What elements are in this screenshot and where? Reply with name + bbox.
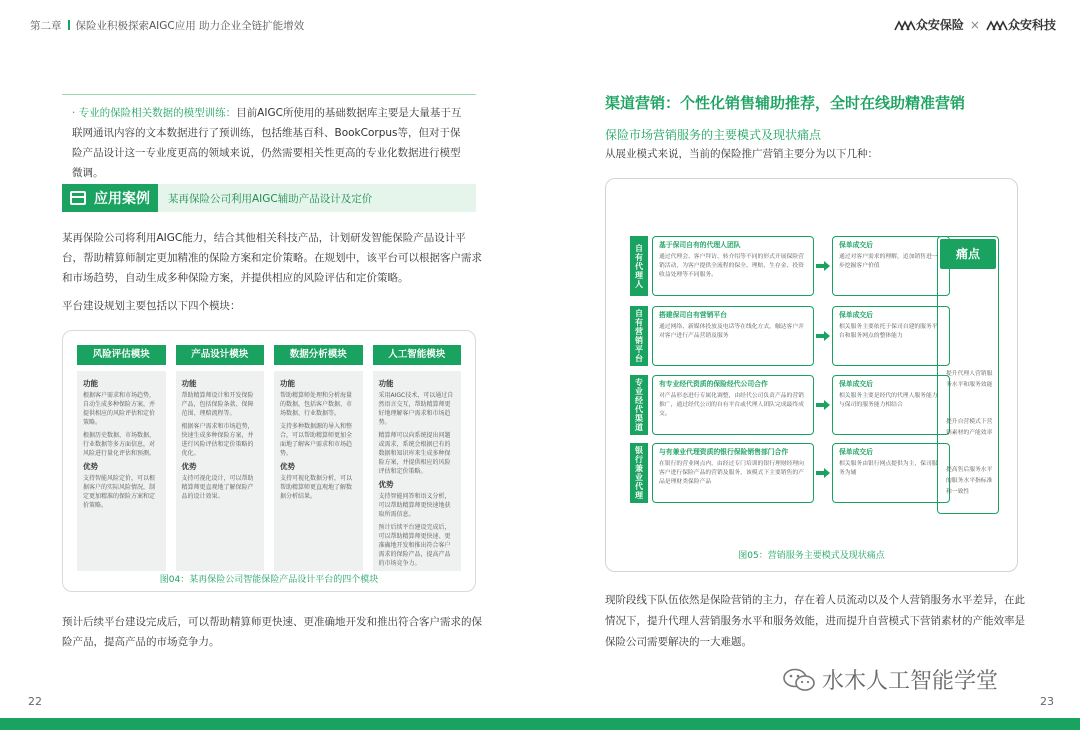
after-sale-heading: 保单成交后 — [839, 241, 873, 249]
page-number-left: 22 — [28, 695, 42, 708]
module-title: 人工智能模块 — [373, 345, 462, 365]
channel-text: 在银行的营业网点内，由经过专门培训的银行理财经理向客户进行保险产品的营销及服务，该模式下主要销售的产品是理财类保险产品 — [659, 461, 804, 485]
after-sale-text: 通过对客户需求的理解，追加销售进一步挖掘客户价值 — [839, 254, 938, 269]
after-sale-text: 相关服务由银行网点提供为主，保司服务为辅 — [839, 461, 938, 476]
module-function-item: 采用AIGC技术，可以通过自然语言交互，帮助精算师更好地理解客户需求和市场趋势。 — [378, 392, 454, 426]
pain-point-2: 提升自营模式下营销素材的产能效率 — [946, 419, 993, 436]
channel-heading: 基于保司自有的代理人团队 — [659, 241, 741, 249]
chapter-number: 第二章 — [30, 20, 62, 32]
chapter-divider — [68, 20, 70, 30]
arrow-right-icon — [816, 330, 830, 342]
channel-description — [652, 236, 814, 296]
wechat-icon — [782, 668, 816, 692]
pain-points-title: 痛点 — [940, 239, 996, 269]
module-advantage-item: 支持可视化数据分析，可以帮助精算师更直观地了解数据分析结果。 — [280, 475, 353, 500]
channel-heading: 有专业经代资质的保险经代公司合作 — [659, 380, 768, 388]
watermark: 水木人工智能学堂 — [782, 664, 998, 695]
case-tag: 应用案例 — [62, 184, 158, 212]
quote-lead: · 专业的保险相关数据的模型训练： — [72, 107, 237, 119]
chapter-title: 保险业积极探索AIGC应用 助力企业全链扩能增效 — [75, 20, 305, 32]
channel-description — [652, 306, 814, 366]
paragraph-conclusion: 预计后续平台建设完成后，可以帮助精算师更快速、更准确地开发和推出符合客户需求的保险产品，提高产品的市场竞争力。 — [62, 616, 482, 648]
module-advantage-item: 预计后续平台建设完成后，可以帮助精算师更快速、更准确地开发和推出符合客户需求的保险产品，提高产品的市场竞争力。 — [378, 524, 451, 567]
module-advantage-item: 支持可视化设计，可以帮助精算师更直观地了解保险产品的设计效果。 — [181, 475, 254, 500]
channel-description — [652, 375, 814, 435]
marketing-flow-figure — [605, 178, 1018, 572]
module-body — [77, 371, 166, 571]
after-sale-heading: 保单成交后 — [839, 311, 873, 319]
module-function-item: 帮助精算师处理和分析海量的数据，包括客户数据、市场数据、行业数据等。 — [280, 392, 353, 417]
channel-description — [652, 443, 814, 503]
channel-label: 专业经代渠道 — [630, 375, 648, 435]
module-title: 产品设计模块 — [176, 345, 265, 365]
page-header — [30, 14, 1056, 34]
module-function-item: 精算师可以向系统提出问题或需求，系统会根据已有的数据和知识库来生成多种保险方案，并提供相应的风险评估和定价策略。 — [378, 432, 451, 475]
arrow-right-icon — [816, 399, 830, 411]
bottom-accent-bar — [0, 718, 1080, 730]
module-function-label: 功能 — [378, 379, 394, 388]
after-sale-text: 相关服务主要依托于保司自建的服务平台和服务网点的整体能力 — [839, 324, 938, 339]
zhongan-insurance-logo: 众安保险 — [894, 16, 964, 33]
section-title: 渠道营销：个性化销售辅助推荐，全时在线助精准营销 — [605, 94, 966, 112]
paragraph-right-body: 现阶段线下队伍依然是保险营销的主力，存在着人员流动以及个人营销服务水平差异，在此情况下，提升代理人营销服务水平和服务效能，进而提升自营模式下营销素材的产能效率是保险公司需要解决的一大难题。 — [605, 594, 1025, 648]
module-body — [176, 371, 265, 571]
channel-label: 自有营销平台 — [630, 306, 648, 366]
module-body — [373, 371, 462, 571]
paragraph-intro: 某再保险公司将利用AIGC能力，结合其他相关科技产品，计划研发智能保险产品设计平台，帮助精算师制定更加精准的保险方案和定价策略。在规划中，该平台可以根据客户需求和市场趋势，自动生成多种保险方案，并提供相应的风险评估和定价策略。 — [62, 232, 482, 284]
module-advantage-label: 优势 — [280, 462, 295, 471]
module-column — [77, 345, 166, 571]
after-sale-box — [832, 443, 950, 503]
zhongan-tech-logo: 众安科技 — [986, 16, 1056, 33]
channel-heading: 搭建保司自有营销平台 — [659, 311, 727, 319]
channel-heading: 与有兼业代理资质的银行保险销售部门合作 — [659, 448, 789, 456]
module-title: 风险评估模块 — [77, 345, 166, 365]
chapter-label — [30, 18, 304, 33]
channel-text: 通过网络、新媒体投放及电话等在线化方式，触达客户并对客户进行产品营销及服务 — [659, 324, 804, 339]
figure-caption-04: 图04：某再保险公司智能保险产品设计平台的四个模块 — [159, 575, 379, 585]
channel-label: 银行兼业代理 — [630, 443, 648, 503]
section-intro: 从展业模式来说，当前的保险推广营销主要分为以下几种： — [605, 148, 878, 160]
modules-figure — [62, 330, 476, 592]
module-column — [274, 345, 363, 571]
module-column — [373, 345, 462, 571]
after-sale-box — [832, 306, 950, 366]
module-column — [176, 345, 265, 571]
after-sale-heading: 保单成交后 — [839, 448, 873, 456]
after-sale-box — [832, 236, 950, 296]
module-advantage-item: 支持智能风险定价，可以根据客户的实际风险情况，制定更加精准的保险方案和定价策略。 — [83, 475, 156, 509]
case-subtitle: 某再保险公司利用AIGC辅助产品设计及定价 — [158, 184, 476, 212]
after-sale-text: 相关服务主要是经代的代理人服务能力与保司的服务能力相结合 — [839, 393, 938, 408]
module-function-item: 根据客户需求和市场趋势，快速生成多种保险方案，并进行风险评估和定价策略的优化。 — [181, 423, 254, 457]
pain-points-box — [937, 236, 999, 514]
module-function-item: 帮助精算师设计和开发保险产品，包括保险条款、保障范围、理赔流程等。 — [181, 392, 254, 417]
module-advantage-item: 支持智能问答和语义分析，可以帮助精算师更快速地获取所需信息。 — [378, 493, 451, 518]
after-sale-box — [832, 375, 950, 435]
quote-block — [62, 94, 476, 190]
people-logo-icon — [894, 19, 916, 31]
page-number-right: 23 — [1040, 695, 1054, 708]
figure-caption-05: 图05：营销服务主要模式及现状痛点 — [738, 551, 885, 561]
channel-label: 自有代理人 — [630, 236, 648, 296]
module-function-label: 功能 — [280, 379, 295, 388]
channel-text: 通过代理会、客户拜访、转介绍等不同的形式开展保险营销活动，为客户提供全流程的保全、理赔、生存金、投资收益处理等不同服务。 — [659, 254, 804, 278]
pain-point-1: 提升代理人营销服务水平和服务效能 — [946, 371, 993, 388]
people-logo-icon — [986, 19, 1008, 31]
module-function-label: 功能 — [181, 379, 197, 388]
paragraph-modules-lead: 平台建设规划主要包括以下四个模块： — [62, 300, 241, 312]
modules-row — [77, 345, 461, 571]
brand-logos: 众安保险 × 众安科技 — [894, 16, 1056, 33]
arrow-right-icon — [816, 467, 830, 479]
module-function-label: 功能 — [83, 379, 98, 388]
channel-text: 对产品形态进行专属化调整，由经代公司负责产品的营销推广，通过经代公司的自有平台或代理人团队完成最终成交。 — [659, 393, 804, 417]
pain-point-3: 提高售后服务水平的服务水平指标准和一致性 — [946, 467, 993, 495]
section-subtitle: 保险市场营销服务的主要模式及现状痛点 — [605, 128, 822, 142]
module-advantage-label: 优势 — [83, 462, 98, 471]
after-sale-heading: 保单成交后 — [839, 380, 873, 388]
quote-text: 目前AIGC所使用的基础数据库主要是大量基于互联网通讯内容的文本数据进行了预训练，包括维基百科、BookCorpus等，但对于保险产品设计这一专业度更高的领域来说，仍然需要相关性更高的专业化数据进行模型微调。 — [72, 107, 462, 179]
module-advantage-label: 优势 — [181, 462, 197, 471]
window-icon — [70, 191, 86, 205]
module-body — [274, 371, 363, 571]
module-function-item: 支持多种数据源的导入和整合，可以帮助精算师更加全面地了解客户需求和市场趋势。 — [280, 423, 353, 457]
module-advantage-label: 优势 — [378, 480, 394, 489]
arrow-right-icon — [816, 260, 830, 272]
module-function-item: 根据客户需求和市场趋势，自动生成多种保险方案，并提供相应的风险评估和定价策略。 — [83, 392, 156, 426]
module-title: 数据分析模块 — [274, 345, 363, 365]
module-function-item: 根据历史数据、市场数据、行业数据等多方面信息，对风险进行量化评估和预测。 — [83, 432, 156, 457]
case-heading — [62, 184, 476, 212]
